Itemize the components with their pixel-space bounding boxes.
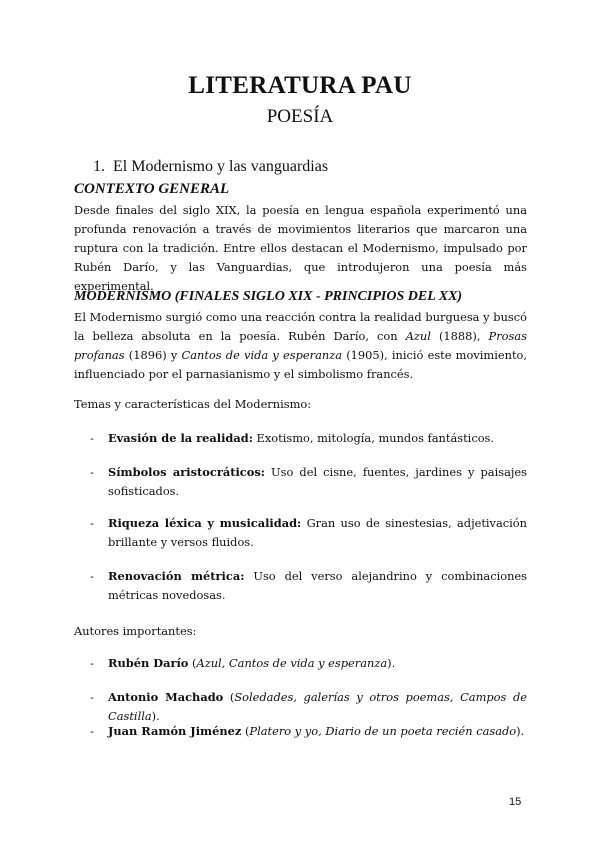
autor-item	[90, 722, 527, 741]
tema-desc: Uso del cisne, fuentes, jardines y paisajes sofisticados.	[108, 465, 527, 498]
paren-open: (	[188, 656, 197, 670]
temas-label: Temas y características del Modernismo:	[74, 397, 312, 411]
tema-term: Evasión de la realidad:	[108, 431, 253, 445]
modernismo-intro-1: El Modernismo surgió como una reacción contra la realidad burguesa y buscó la belleza absoluta en la poesía. Rubén Darío, con	[74, 310, 527, 343]
dash-bullet: -	[90, 724, 94, 738]
paren-close: ).	[516, 724, 525, 738]
autor-item	[90, 654, 527, 673]
section-heading	[93, 158, 328, 176]
tema-desc: Uso del verso alejandrino y combinaciones métricas novedosas.	[108, 569, 528, 602]
modernismo-intro-3: (1896) y	[124, 348, 182, 362]
autor-name: Rubén Darío	[108, 656, 189, 670]
modernismo-paragraph	[74, 308, 527, 384]
section-title: El Modernismo y las vanguardias	[113, 158, 329, 175]
contexto-heading: CONTEXTO GENERAL	[74, 181, 230, 197]
tema-item	[90, 567, 527, 605]
tema-item	[90, 429, 527, 448]
dash-bullet: -	[90, 465, 94, 479]
tema-desc: Gran uso de sinestesias, adjetivación brillante y versos fluidos.	[108, 516, 528, 549]
paren-close: ).	[151, 709, 160, 723]
tema-term: Riqueza léxica y musicalidad:	[108, 516, 302, 530]
paren-open: (	[223, 690, 235, 704]
page-number: 15	[509, 796, 522, 808]
tema-term: Símbolos aristocráticos:	[108, 465, 265, 479]
autor-name: Juan Ramón Jiménez	[108, 724, 242, 738]
tema-item	[90, 514, 527, 552]
paren-open: (	[241, 724, 250, 738]
work-cantos-de-vida: Cantos de vida y esperanza	[181, 348, 342, 362]
dash-bullet: -	[90, 431, 94, 445]
autores-label: Autores importantes:	[74, 624, 197, 638]
dash-bullet: -	[90, 569, 94, 583]
autor-name: Antonio Machado	[108, 690, 224, 704]
dash-bullet: -	[90, 516, 94, 530]
dash-bullet: -	[90, 656, 94, 670]
dash-bullet: -	[90, 690, 94, 704]
work-azul: Azul	[405, 329, 431, 343]
modernismo-heading: MODERNISMO (FINALES SIGLO XIX - PRINCIPIOS DEL XX)	[74, 289, 463, 304]
work-prosas-profanas: Prosas profanas	[74, 329, 527, 362]
autor-works: Soledades, galerías y otros poemas, Campos de Castilla	[108, 690, 527, 723]
autor-item	[90, 688, 527, 726]
tema-desc: Exotismo, mitología, mundos fantásticos.	[252, 431, 495, 445]
paren-close: ).	[387, 656, 396, 670]
autor-works: Platero y yo, Diario de un poeta recién casado	[249, 724, 517, 738]
page-subtitle: POESÍA	[266, 106, 334, 127]
autor-works: Azul, Cantos de vida y esperanza	[196, 656, 388, 670]
contexto-paragraph: Desde finales del siglo XIX, la poesía en lengua española experimentó una profunda renovación a través de movimientos literarios que marcaron una ruptura con la tradición. Entre ellos destacan el Modernismo, impulsado por Rubén Darío, y las Vanguardias, que introdujeron una poesía más experimental.	[74, 203, 527, 293]
modernismo-intro-2: (1888),	[430, 329, 489, 343]
section-number: 1.	[93, 158, 105, 175]
modernismo-intro-4: (1905), inició este movimiento, influenciado por el parnasianismo y el simbolismo francés.	[74, 348, 527, 381]
page-title: LITERATURA PAU	[188, 72, 412, 99]
tema-term: Renovación métrica:	[108, 569, 245, 583]
tema-item	[90, 463, 527, 501]
